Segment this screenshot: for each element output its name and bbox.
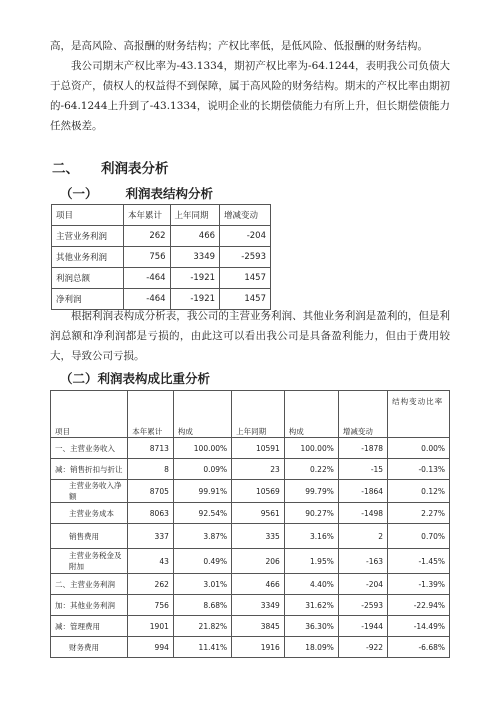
paragraph-line: 高，是高风险、高报酬的财务结构；产权比率低，是低风险、低报酬的财务结构。 [50,40,428,52]
table-cell: 2 [338,524,387,549]
table-cell: -0.13% [388,459,450,480]
table-cell: 销售费用 [51,524,128,549]
section-heading [52,157,169,177]
table-row [52,268,271,289]
table-cell: -464 [123,289,170,310]
column-header: 构成 [284,391,338,438]
table-cell: 8713 [128,438,174,459]
table-row [51,438,450,459]
table-cell: -1878 [338,438,387,459]
table-row [51,524,450,549]
table-cell: 其他业务利润 [52,247,124,268]
table-cell: 21.82% [173,616,231,637]
table-cell: 262 [123,226,170,247]
table-cell: 8705 [128,480,174,503]
table-cell: -922 [338,637,387,658]
subsection-number: （一） [60,186,98,201]
table-row [51,637,450,658]
table-cell: 1916 [232,637,285,658]
column-header: 上年同期 [232,391,285,438]
table-cell: 8 [128,459,174,480]
table-cell: 756 [128,595,174,616]
table-cell: 主营业务收入净额 [51,480,128,503]
table-cell: 466 [170,226,219,247]
column-header: 本年累计 [128,391,174,438]
table-cell: -22.94% [388,595,450,616]
table-cell: 11.41% [173,637,231,658]
table-cell: 10569 [232,480,285,503]
table-cell: -2593 [220,247,271,268]
table-row [51,574,450,595]
table-row [51,480,450,503]
table-cell: -204 [338,574,387,595]
paragraph-text: 我公司期末产权比率为-43.1334，期初产权比率为-64.1244，表明我公司负债大于总资产，债权人的权益得不到保障，属于高风险的财务结构。期末的产权比率由期初的-64.1244上升到了-43.1334，说明企业的长期偿债能力有所上升，但长期偿债能力任然极差。 [50,60,450,132]
table-cell: 466 [232,574,285,595]
table-row [51,595,450,616]
table-cell: 100.00% [173,438,231,459]
paragraph [50,56,450,136]
table-cell: 2.27% [388,503,450,524]
column-header: 结构变动比率 [388,391,450,438]
table-cell: 335 [232,524,285,549]
table-cell: 0.12% [388,480,450,503]
table-cell: -6.68% [388,637,450,658]
table-cell: -1921 [170,289,219,310]
table-cell: 3.16% [284,524,338,549]
column-header: 增减变动 [338,391,387,438]
table-cell: 1.95% [284,549,338,574]
table-cell: -1864 [338,480,387,503]
column-header: 上年同期 [170,205,219,226]
table-cell: -2593 [338,595,387,616]
table-row [52,226,271,247]
column-header: 增减变动 [220,205,271,226]
table-cell: 3349 [170,247,219,268]
table-cell: -15 [338,459,387,480]
column-header: 本年累计 [123,205,170,226]
table-cell: 财务费用 [51,637,128,658]
subsection-heading [60,184,213,202]
table-cell: 262 [128,574,174,595]
profit-composition-table [50,390,450,658]
table-cell: -1498 [338,503,387,524]
table-cell: 206 [232,549,285,574]
table-cell: 337 [128,524,174,549]
table-cell: 18.09% [284,637,338,658]
table-cell: -464 [123,268,170,289]
table-cell: 43 [128,549,174,574]
table-cell: 8.68% [173,595,231,616]
table-cell: 主营业务税金及附加 [51,549,128,574]
table-row [51,549,450,574]
table-cell: 99.79% [284,480,338,503]
table-cell: 主营业务成本 [51,503,128,524]
table-cell: -1.39% [388,574,450,595]
table-cell: 减：管理费用 [51,616,128,637]
table-cell: 1901 [128,616,174,637]
table-cell: -204 [220,226,271,247]
table-cell: -1944 [338,616,387,637]
table-cell: 92.54% [173,503,231,524]
table-cell: -1921 [170,268,219,289]
paragraph [50,306,450,366]
table-cell: 3.87% [173,524,231,549]
table-cell: 23 [232,459,285,480]
table-cell: 99.91% [173,480,231,503]
section-title: 利润表分析 [101,161,169,177]
paragraph-text: 根据利润表构成分析表，我公司的主营业务利润、其他业务利润是盈利的，但是利润总额和净利润都是亏损的，由此这可以看出我公司是具备盈利能力，但由于费用较大，导致公司亏损。 [50,310,450,362]
table-cell: 一、主营业务收入 [51,438,128,459]
profit-structure-table [51,204,271,310]
table-cell: 756 [123,247,170,268]
column-header: 项目 [52,205,124,226]
table-cell: -163 [338,549,387,574]
table-cell: 加：其他业务利润 [51,595,128,616]
table-cell: 主营业务利润 [52,226,124,247]
table-header-row [52,205,271,226]
column-header: 构成 [173,391,231,438]
subsection-heading: （二）利润表构成比重分析 [60,371,211,386]
table-row [52,247,271,268]
table-cell: 3845 [232,616,285,637]
table-cell: -14.49% [388,616,450,637]
table-cell: 994 [128,637,174,658]
table-row [51,503,450,524]
table-cell: 减：销售折扣与折让 [51,459,128,480]
table-cell: 0.49% [173,549,231,574]
table-cell: 0.00% [388,438,450,459]
subsection-title: 利润表结构分析 [125,186,214,201]
table-cell: -1.45% [388,549,450,574]
section-number: 二、 [52,161,79,177]
table-cell: 1457 [220,289,271,310]
table-cell: 3349 [232,595,285,616]
table-cell: 4.40% [284,574,338,595]
table-cell: 二、主营业务利润 [51,574,128,595]
table-cell: 9561 [232,503,285,524]
table-row [51,616,450,637]
table-cell: 1457 [220,268,271,289]
table-cell: 3.01% [173,574,231,595]
table-cell: 利润总额 [52,268,124,289]
table-header-row [51,391,450,438]
column-header: 项目 [51,391,128,438]
table-cell: 31.62% [284,595,338,616]
table-cell: 净利润 [52,289,124,310]
table-cell: 0.22% [284,459,338,480]
table-cell: 10591 [232,438,285,459]
table-cell: 90.27% [284,503,338,524]
table-cell: 8063 [128,503,174,524]
table-cell: 100.00% [284,438,338,459]
table-cell: 0.09% [173,459,231,480]
table-cell: 36.30% [284,616,338,637]
table-row [51,459,450,480]
table-cell: 0.70% [388,524,450,549]
